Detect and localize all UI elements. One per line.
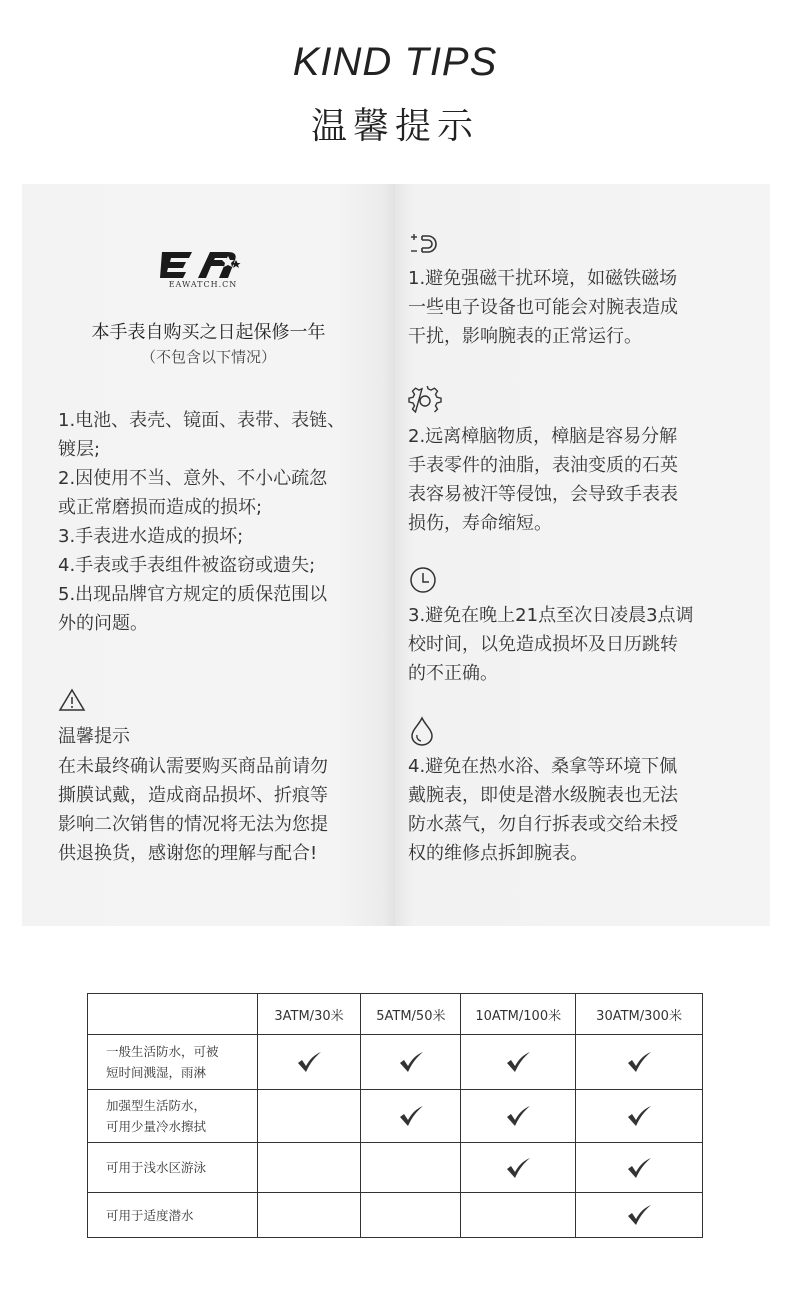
table-cell [461,1090,576,1143]
table-cell [257,1193,361,1238]
table-cell [576,1193,703,1238]
check-icon [505,1105,531,1127]
table-cell [361,1143,461,1193]
tip-item-line: 的不正确。 [408,663,498,684]
tip-line: 撕膜试戴，造成商品损坏、折痕等 [58,785,328,806]
row-label-line: 短时间溅湿，雨淋 [106,1065,207,1080]
title-cn: 温馨提示 [310,106,479,147]
tip-item-line: 校时间，以免造成损坏及日历跳转 [408,634,678,655]
check-icon [398,1105,424,1127]
tip-text [58,752,378,868]
row-label-line: 一般生活防水，可被 [106,1044,219,1059]
check-icon [505,1157,531,1179]
check-icon [626,1051,652,1073]
row-label-line: 可用于适度潜水 [106,1207,194,1223]
row-label-line: 加强型生活防水， [106,1098,207,1113]
exclusion-line: 镀层; [58,439,101,460]
tip-item-line: 4.避免在热水浴、桑拿等环境下佩 [408,756,678,777]
row-label [88,1193,258,1238]
logo-text: EAWATCH.CN [168,280,238,289]
table-header-cell: 10ATM/100米 [461,994,576,1035]
check-icon [626,1157,652,1179]
clock-icon [408,565,442,595]
warning-icon [58,688,86,712]
exclusion-line: 5.出现品牌官方规定的质保范围以 [58,584,328,605]
tip-item-line: 表容易被汗等侵蚀，会导致手表表 [408,484,678,505]
table-cell [257,1143,361,1193]
tip-title: 温馨提示 [58,726,130,747]
exclusion-line: 外的问题。 [58,613,148,634]
table-cell [461,1035,576,1090]
tip-item-text [408,264,728,351]
table-cell [361,1035,461,1090]
left-page [22,184,395,926]
tip-line: 供退换货，感谢您的理解与配合! [58,843,318,864]
table-header-cell: 5ATM/50米 [361,994,461,1035]
check-icon [505,1051,531,1073]
tip-item-clock [408,565,728,688]
exclusion-line: 4.手表或手表组件被盗窃或遗失; [58,555,316,576]
table-cell [576,1143,703,1193]
magnet-icon [408,228,442,258]
exclusion-line: 1.电池、表壳、镜面、表带、表链、 [58,410,346,431]
tip-item-line: 防水蒸气，勿自行拆表或交给未授 [408,814,678,835]
tip-item-text [408,422,728,538]
check-icon [626,1105,652,1127]
tip-item-gear [408,386,728,538]
table-cell [361,1193,461,1238]
table-row [88,1193,703,1238]
table-header-cell: 30ATM/300米 [576,994,703,1035]
table-row [88,1035,703,1090]
tip-line: 在未最终确认需要购买商品前请勿 [58,756,328,777]
table-cell [461,1193,576,1238]
tip-item-line: 2.远离樟脑物质，樟脑是容易分解 [408,426,678,447]
tip-item-line: 1.避免强磁干扰环境，如磁铁磁场 [408,268,678,289]
row-label-line: 可用于浅水区游泳 [106,1160,207,1175]
tip-item-line: 干扰，影响腕表的正常运行。 [408,326,642,347]
table-cell [576,1035,703,1090]
check-icon [626,1204,652,1226]
water-drop-icon [408,716,442,746]
tip-item-line: 权的维修点拆卸腕表。 [408,843,588,864]
exclusion-line: 或正常磨损而造成的损坏; [58,497,263,518]
table-header-cell: 3ATM/30米 [257,994,361,1035]
exclusions-list [58,406,378,638]
tip-item-line: 损伤，寿命缩短。 [408,513,552,534]
table-cell [576,1090,703,1143]
table-header-row [88,994,703,1035]
tip-item-text [408,752,728,868]
exclusion-line: 2.因使用不当、意外、不小心疏忽 [58,468,328,489]
table-cell [257,1090,361,1143]
row-label-line: 可用少量冷水擦拭 [106,1119,207,1134]
gear-icon [408,386,442,416]
table-row [88,1143,703,1193]
table-cell [257,1035,361,1090]
table-row [88,1090,703,1143]
tip-item-line: 戴腕表，即使是潜水级腕表也无法 [408,785,678,806]
warranty-heading: 本手表自购买之日起保修一年 [91,322,326,343]
warranty-subheading: （不包含以下情况） [140,348,276,366]
tip-line: 影响二次销售的情况将无法为您提 [58,814,328,835]
tip-item-text [408,601,728,688]
check-icon [398,1051,424,1073]
row-label [88,1035,258,1090]
tip-item-line: 3.避免在晚上21点至次日凌晨3点调 [408,605,694,626]
tip-item-magnet [408,228,728,351]
row-label [88,1143,258,1193]
table-cell [461,1143,576,1193]
title-en: KIND TIPS [292,40,498,84]
tip-item-water [408,716,728,868]
water-resistance-table [87,993,703,1238]
check-icon [296,1051,322,1073]
tip-item-line: 手表零件的油脂，表油变质的石英 [408,455,678,476]
row-label [88,1090,258,1143]
exclusion-line: 3.手表进水造成的损坏; [58,526,244,547]
table-header-cell [88,994,258,1035]
tip-item-line: 一些电子设备也可能会对腕表造成 [408,297,678,318]
table-cell [361,1090,461,1143]
